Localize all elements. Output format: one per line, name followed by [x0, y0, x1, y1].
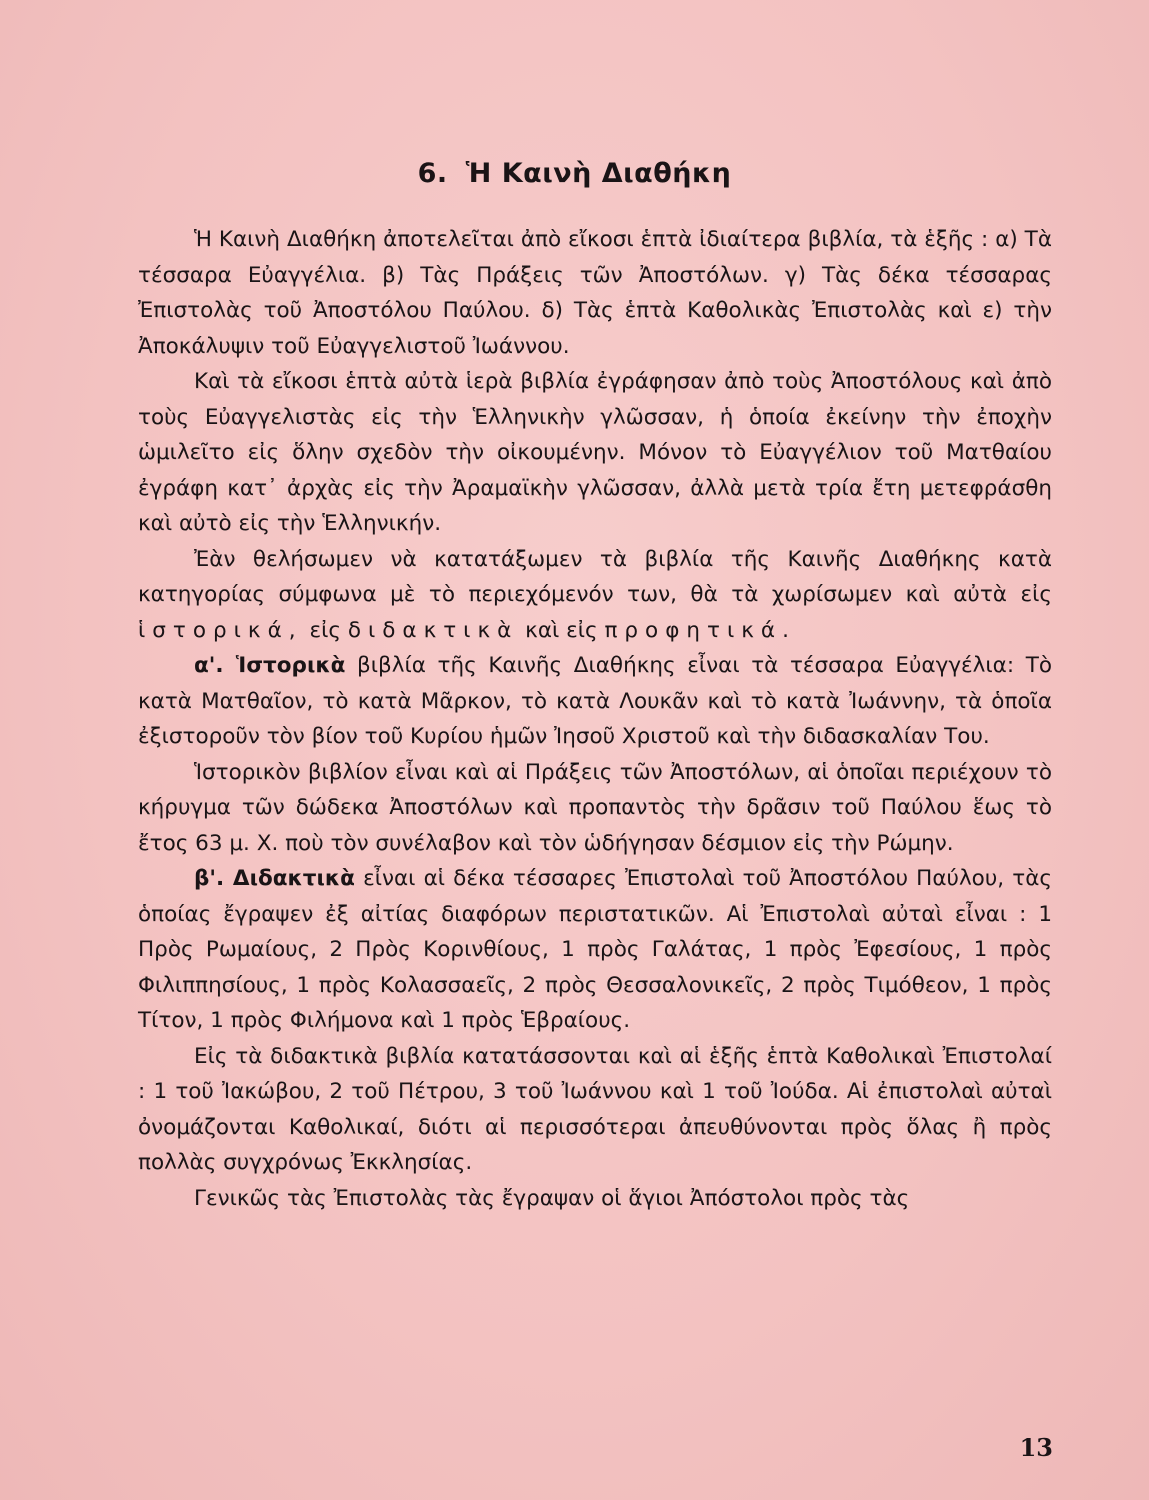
section-title: Ἡ Καινὴ Διαθήκη	[465, 158, 732, 189]
paragraph-4	[138, 648, 1052, 755]
paragraph-text: βιβλία τῆς Καινῆς Διαθήκης εἶναι τὰ τέσσαρα Εὐαγγέλια: Τὸ κατὰ Ματθαῖον, τὸ κατὰ Μᾶρκον, τὸ κατὰ Λουκᾶν καὶ τὸ κατὰ Ἰωάννην, τὰ ὁποῖα ἐξιστοροῦν τὸν βίον τοῦ Κυρίου ἡμῶν Ἰησοῦ Χριστοῦ καὶ τὴν διδασκαλίαν Του.	[138, 653, 1053, 749]
spaced-term-didactic: διδακτικὰ	[347, 617, 519, 643]
paragraph-text: Καὶ τὰ εἴκοσι ἑπτὰ αὐτὰ ἱερὰ βιβλία ἐγράφησαν ἀπὸ τοὺς Ἀποστόλους καὶ ἀπὸ τοὺς Εὐαγγελιστὰς εἰς τὴν Ἑλληνικὴν γλῶσσαν, ἡ ὁποία ἐκείνην τὴν ἐποχὴν ὡμιλεῖτο εἰς ὅλην σχεδὸν τὴν οἰκουμένην. Μόνον τὸ Εὐαγγέλιον τοῦ Ματθαίου ἐγράφη κατ᾽ ἀρχὰς εἰς τὴν Ἀραμαϊκὴν γλῶσσαν, ἀλλὰ μετὰ τρία ἔτη μετεφράσθη καὶ αὐτὸ εἰς τὴν Ἑλληνικήν.	[138, 369, 1052, 536]
spaced-term-historical: ἱστορικά,	[138, 617, 303, 643]
paragraph-6	[138, 861, 1052, 1039]
paragraph-5	[138, 755, 1052, 862]
paragraph-8	[138, 1181, 1052, 1217]
section-number: 6.	[417, 158, 448, 189]
paragraph-text: εἰς	[309, 617, 341, 643]
paragraph-text: Ἱστορικὸν βιβλίον εἶναι καὶ αἱ Πράξεις τῶν Ἀποστόλων, αἱ ὁποῖαι περιέχουν τὸ κήρυγμα τῶν δώδεκα Ἀποστόλων καὶ προπαντὸς τὴν δρᾶσιν τοῦ Παύλου ἕως τὸ ἔτος 63 μ. Χ. ποὺ τὸν συνέλαβον καὶ τὸν ὡδήγησαν δέσμιον εἰς τὴν Ρώμην.	[138, 759, 1052, 856]
section-label-historical: α'. Ἱστορικὰ	[194, 653, 346, 678]
page-number: 13	[1019, 1433, 1053, 1462]
paragraph-text: καὶ εἰς	[525, 617, 598, 643]
spaced-term-prophetic: προφητικά.	[604, 617, 796, 643]
paragraph-1	[138, 222, 1052, 364]
paragraph-3	[138, 542, 1052, 649]
paragraph-text: Εἰς τὰ διδακτικὰ βιβλία κατατάσσονται καὶ αἱ ἑξῆς ἑπτὰ Καθολικαὶ Ἐπιστολαί : 1 τοῦ Ἰακώβου, 2 τοῦ Πέτρου, 3 τοῦ Ἰωάννου καὶ 1 τοῦ Ἰούδα. Αἱ ἐπιστολαὶ αὐταὶ ὀνομάζονται Καθολικαί, διότι αἱ περισσότεραι ἀπευθύνονται πρὸς ὅλας ἢ πρὸς πολλὰς συγχρόνως Ἐκκλησίας.	[138, 1043, 1052, 1175]
paragraph-text: Ἐὰν θελήσωμεν νὰ κατατάξωμεν τὰ βιβλία τῆς Καινῆς Διαθήκης κατὰ κατηγορίας σύμφωνα μὲ τὸ περιεχόμενόν των, θὰ τὰ χωρίσωμεν καὶ αὐτὰ εἰς	[138, 546, 1052, 607]
paragraph-7	[138, 1039, 1052, 1181]
paragraph-text: Ἡ Καινὴ Διαθήκη ἀποτελεῖται ἀπὸ εἴκοσι ἑπτὰ ἰδιαίτερα βιβλία, τὰ ἑξῆς : α) Τὰ τέσσαρα Εὐαγγέλια. β) Τὰς Πράξεις τῶν Ἀποστόλων. γ) Τὰς δέκα τέσσαρας Ἐπιστολὰς τοῦ Ἀποστόλου Παύλου. δ) Τὰς ἑπτὰ Καθολικὰς Ἐπιστολὰς καὶ ε) τὴν Ἀποκάλυψιν τοῦ Εὐαγγελιστοῦ Ἰωάννου.	[138, 227, 1052, 359]
section-label-didactic: β'. Διδακτικὰ	[194, 866, 355, 891]
paragraph-text: εἶναι αἱ δέκα τέσσαρες Ἐπιστολαὶ τοῦ Ἀποστόλου Παύλου, τὰς ὁποίας ἔγραψεν ἐξ αἰτίας διαφόρων περιστατικῶν. Αἱ Ἐπιστολαὶ αὐταὶ εἶναι : 1 Πρὸς Ρωμαίους, 2 Πρὸς Κορινθίους, 1 πρὸς Γαλάτας, 1 πρὸς Ἐφεσίους, 1 πρὸς Φιλιππησίους, 1 πρὸς Κολασσαεῖς, 2 πρὸς Θεσσαλονικεῖς, 2 πρὸς Τιμόθεον, 1 πρὸς Τίτον, 1 πρὸς Φιλήμονα καὶ 1 πρὸς Ἑβραίους.	[138, 866, 1052, 1033]
paragraph-2	[138, 364, 1052, 542]
body-text	[138, 222, 1052, 1216]
section-heading	[0, 158, 1149, 189]
paragraph-text: Γενικῶς τὰς Ἐπιστολὰς τὰς ἔγραψαν οἱ ἅγιοι Ἀπόστολοι πρὸς τὰς	[194, 1185, 910, 1211]
